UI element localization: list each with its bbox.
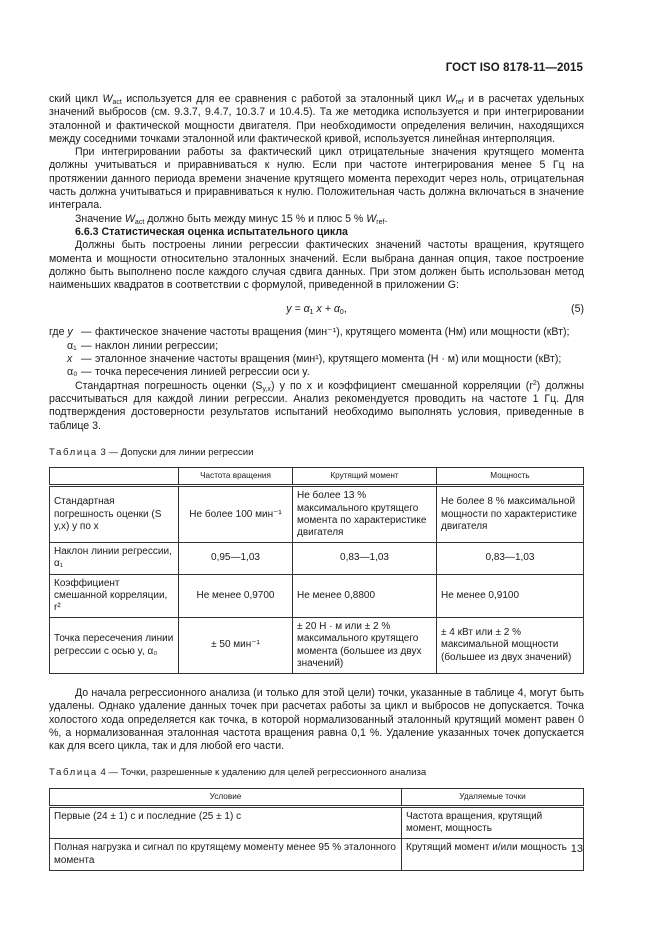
table-row: Стандартная погрешность оценки (S y,x) y по x Не более 100 мин⁻¹ Не более 13 % максимального крутящего момента по характеристике двигателя Не более 8 % максимальной мощности по характеристике двигателя: [50, 486, 584, 543]
table-row: Первые (24 ± 1) с и последние (25 ± 1) с Частота вращения, крутящий момент, мощность: [50, 806, 584, 838]
paragraph-standard-error: Стандартная погрешность оценки $(S_{y,x})$ y по x и коэффициент смешанной корреляции $(r^2)$ должны рассчитываться для каждой линии регрессии. Анализ рекомендуется проводить на частоте 1 Гц. Для подтверждения достоверности результатов испытаний необходимо выполнять условия, приведенные в таблице 3.: [49, 379, 584, 432]
table-row: Наклон линии регрессии, α₁ 0,95—1,03 0,83—1,03 0,83—1,03: [50, 543, 584, 574]
section-title: Статистическая оценка испытательного цикла: [101, 225, 348, 238]
formula-legend: [49, 326, 584, 379]
formula-expression: $y = \alpha_1$ $x + \alpha_0$,: [286, 303, 347, 317]
table4-caption: Таблица 4 — Точки, разрешенные к удалению для целей регрессионного анализа: [49, 767, 427, 779]
formula-5: [49, 296, 584, 322]
page-number: 13: [570, 843, 583, 855]
legend-item: где y — фактическое значение частоты вращения (мин⁻¹), крутящего момента (Нм) или мощности (кВт);: [49, 326, 570, 339]
section-heading: [49, 226, 584, 239]
table-regression-tolerances: [49, 467, 584, 674]
paragraph-regression: Должны быть построены линии регрессии фактических значений частоты вращения, крутящего момента и мощности относительно эталонных значений. Если выбрана данная опция, такое построение должно быть выполнено после каждого случая сдвига данных. При этом должен быть использован метод наименьших квадратов в соответствии с формулой, приведенной в приложении G:: [49, 239, 584, 292]
paragraph-negative-torque: При интегрировании работы за фактический цикл отрицательные значения крутящего момента должны учитываться и приравниваться к нулю. Если при частоте интегрирования менее 5 Гц на протяжении данного периода времени значение крутящего момента переходит через ноль, отрицательная часть должна учитываться и приравниваться к нулю. Положительная часть должна включаться в значение интеграла.: [49, 146, 584, 212]
table-row: Точка пересечения линии регрессии с осью y, α₀ ± 50 мин⁻¹ ± 20 Н · м или ± 2 % максимального крутящего момента (большее из двух значений) ± 4 кВт или ± 2 % максимальной мощности (большее из двух значений): [50, 618, 584, 674]
section-number: 6.6.3: [75, 225, 99, 238]
paragraph-point-removal: До начала регрессионного анализа (и только для этой цели) точки, указанные в таблице 4, могут быть удалены. Однако удаление данных точек при расчетах работы за цикл и выбросов не допускается. Точка холостого хода определяется как точка, в которой нормализованный эталонный крутящий момент равен 0 %, а нормализованная эталонная частота вращения равна 0,1 %. Удаление указанных точек допускается как для всего цикла, так и для любой его части.: [49, 686, 584, 753]
paragraph-work-integration: ский цикл $W_{act}$ используется для ее сравнения с работой за эталонный цикл $W_{ref}$ и в расчетах удельных значений выбросов (см. 9.3.7, 9.4.7, 10.3.7 и 10.4.5). Та же методика используется и при интегрировании эталонной и фактической мощности двигателя. При необходимости определения величин, находящихся между соседними точками эталонной или фактической кривой, используется линейная интерполяция.: [49, 93, 585, 145]
legend-item: α₁ — наклон линии регрессии;: [67, 339, 219, 352]
legend-item: α₀ — точка пересечения линией регрессии оси y.: [67, 366, 310, 379]
paragraph-work-tolerance: Значение $W_{act}$ должно быть между минус 15 % и плюс 5 % $W_{ref}$.: [75, 212, 388, 226]
standard-header: ГОСТ ISO 8178-11—2015: [445, 62, 583, 74]
table-row: Коэффициент смешанной корреляции, r² Не менее 0,9700 Не менее 0,8800 Не менее 0,9100: [50, 574, 584, 618]
table3-caption: Таблица 3 — Допуски для линии регрессии: [49, 446, 254, 458]
table-row: Полная нагрузка и сигнал по крутящему моменту менее 95 % эталонного момента Крутящий момент и/или мощность: [50, 839, 584, 870]
table-header-row: Частота вращения Крутящий момент Мощность: [50, 468, 584, 486]
legend-item: x — эталонное значение частоты вращения (мин¹), крутящего момента (Н · м) или мощности (кВт);: [67, 353, 562, 366]
table-header-row: Условие Удаляемые точки: [50, 788, 584, 806]
formula-number: (5): [571, 303, 584, 316]
table-removable-points: [49, 788, 584, 871]
page-content: [49, 93, 584, 871]
